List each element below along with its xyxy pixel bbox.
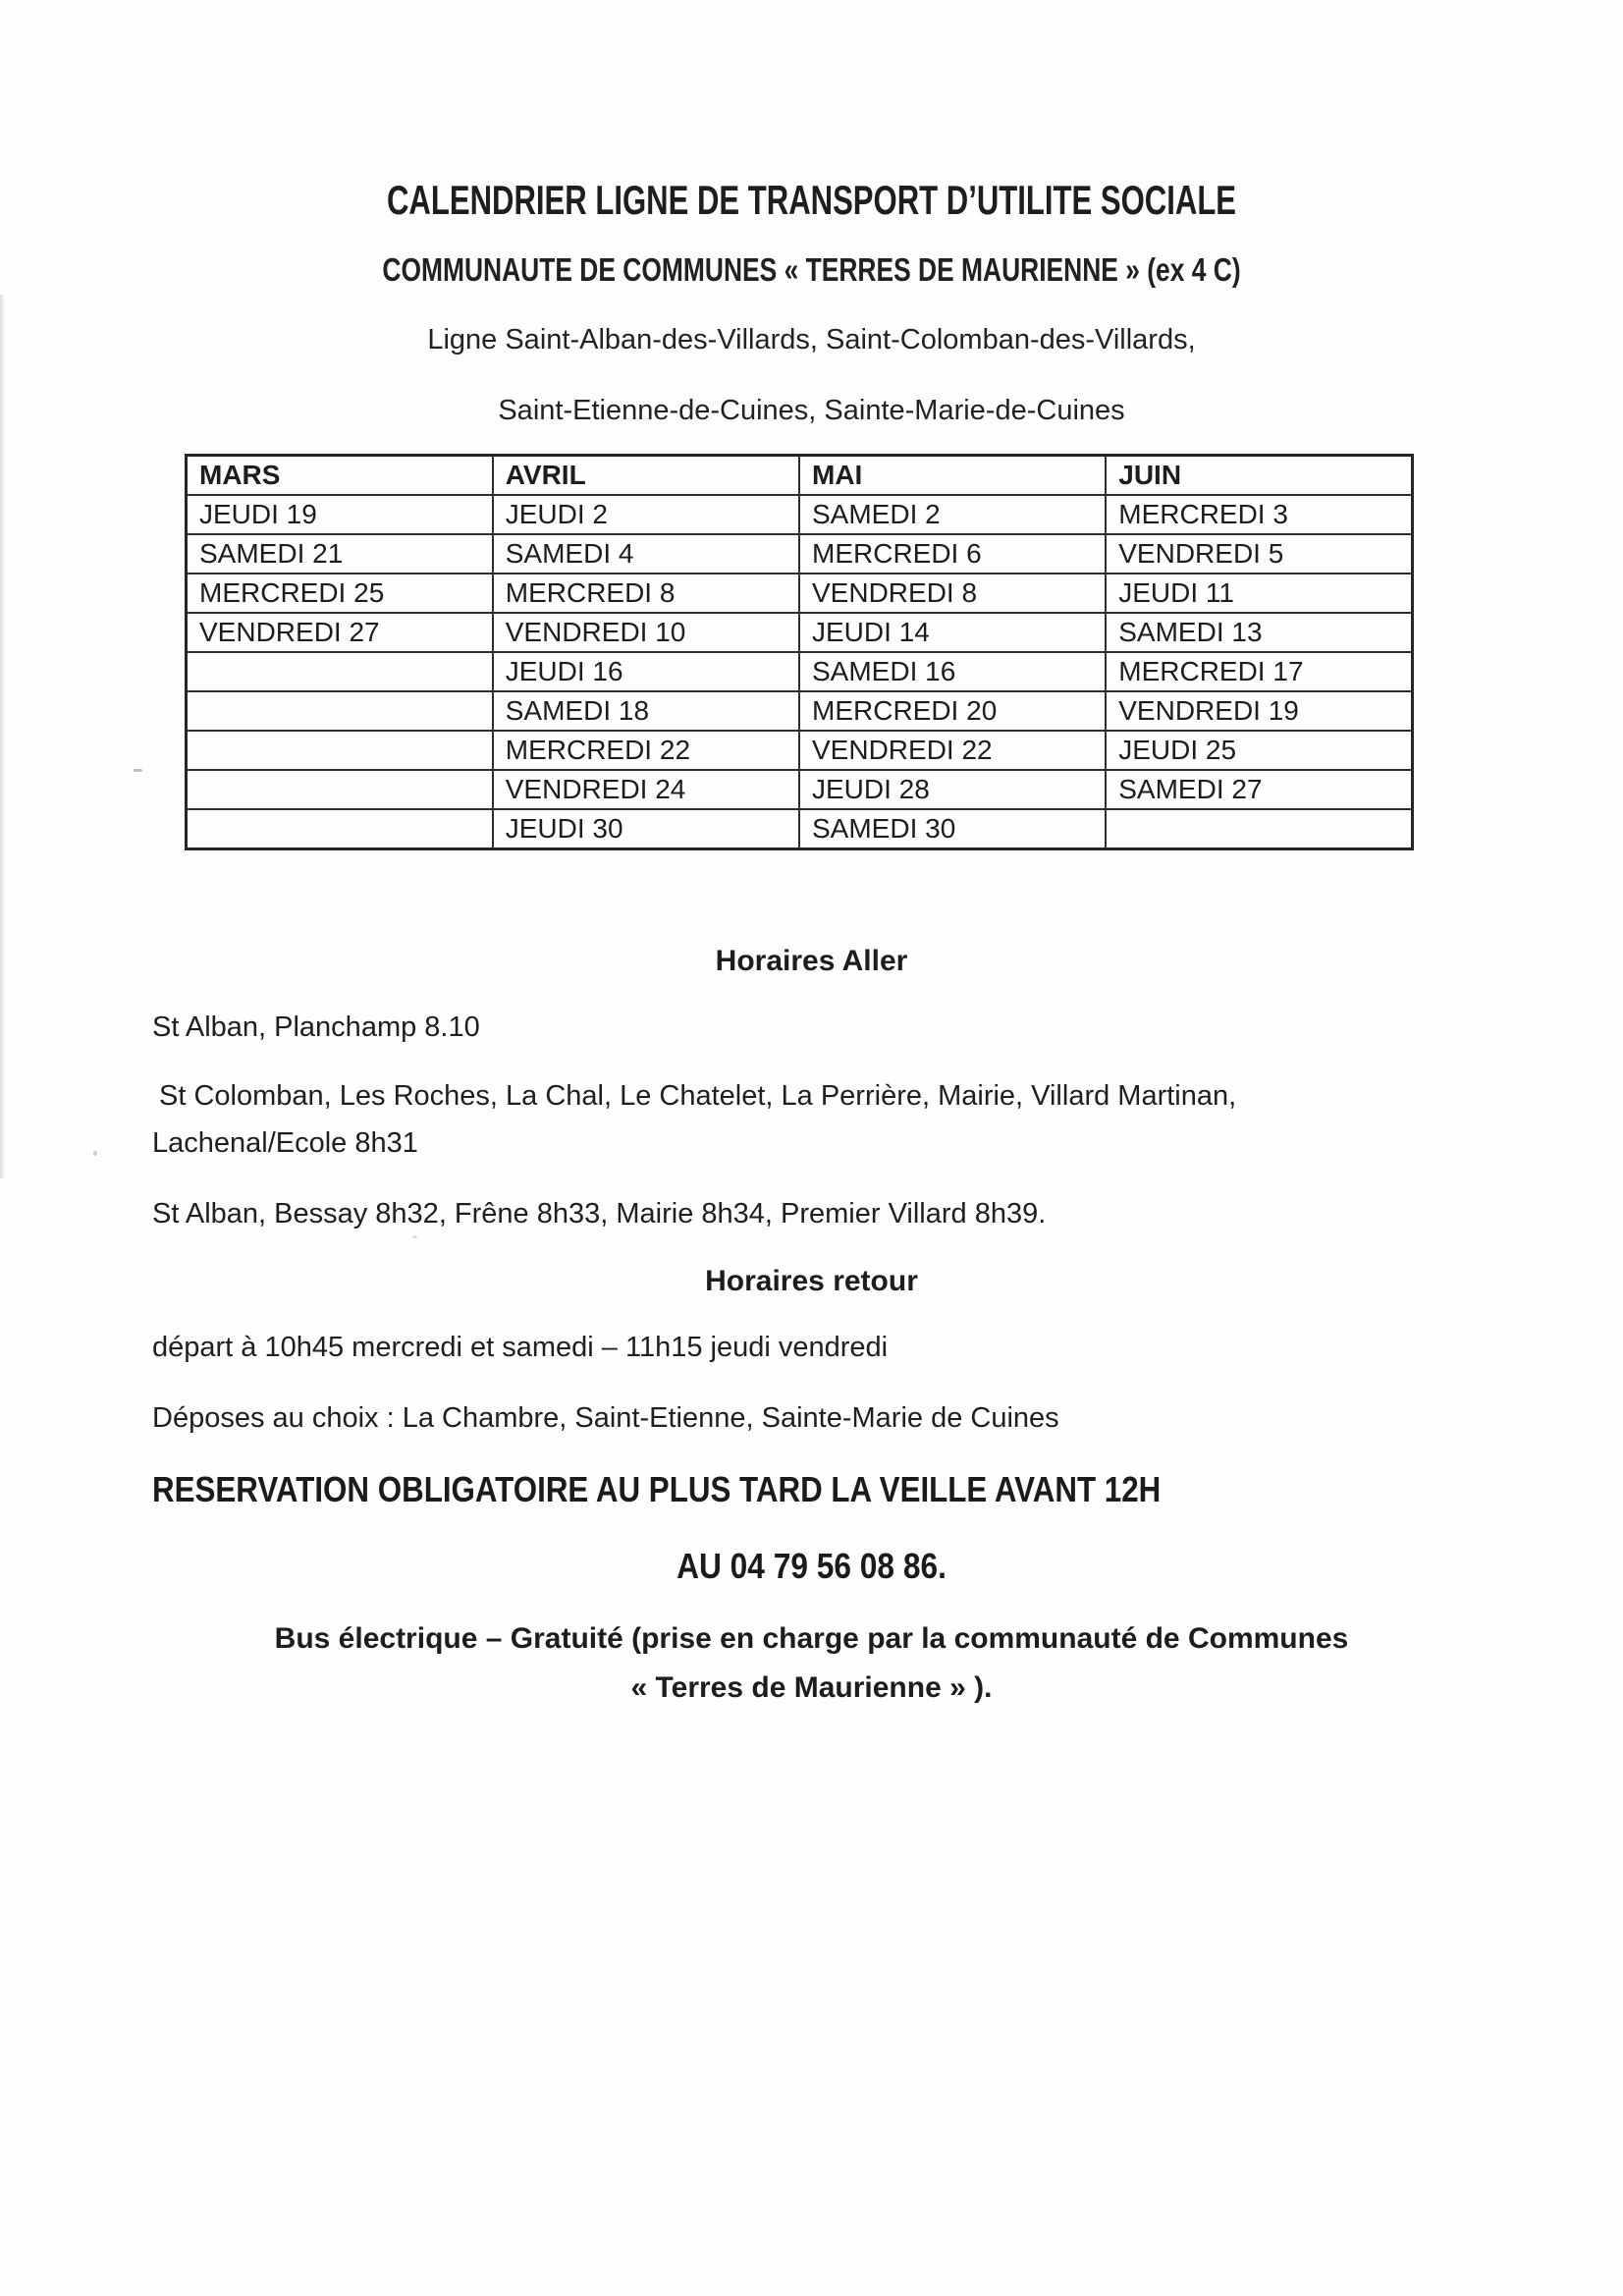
route-line-2: Saint-Etienne-de-Cuines, Sainte-Marie-de-Cuines <box>498 395 1125 426</box>
bus-info-line-2: « Terres de Maurienne » ). <box>630 1671 993 1704</box>
table-row <box>187 613 1413 652</box>
calendar-cell: SAMEDI 2 <box>799 495 1106 534</box>
calendar-cell: JEUDI 11 <box>1106 574 1412 613</box>
calendar-cell: SAMEDI 27 <box>1106 770 1412 809</box>
calendar-cell <box>187 652 493 691</box>
scan-edge-shadow <box>0 295 5 1178</box>
calendar-cell <box>1106 809 1412 849</box>
table-row <box>187 691 1413 731</box>
horaires-retour-heading: Horaires retour <box>705 1265 918 1297</box>
calendar-cell: SAMEDI 21 <box>187 534 493 574</box>
calendar-cell: JEUDI 30 <box>493 809 799 849</box>
calendar-cell: JEUDI 28 <box>799 770 1106 809</box>
table-row <box>187 809 1413 849</box>
bus-info-line-1: Bus électrique – Gratuité (prise en charge par la communauté de Communes <box>274 1622 1349 1655</box>
calendar-cell: VENDREDI 8 <box>799 574 1106 613</box>
calendar-cell: JEUDI 19 <box>187 495 493 534</box>
aller-line-planchamp: St Alban, Planchamp 8.10 <box>152 1011 480 1043</box>
table-row <box>187 495 1413 534</box>
calendar-cell: SAMEDI 30 <box>799 809 1106 849</box>
calendar-cell: MERCREDI 6 <box>799 534 1106 574</box>
doc-title: CALENDRIER LIGNE DE TRANSPORT D’UTILITE SOCIALE <box>386 177 1237 223</box>
route-line-1: Ligne Saint-Alban-des-Villards, Saint-Colomban-des-Villards, <box>427 324 1196 355</box>
table-row <box>187 574 1413 613</box>
scan-speck <box>93 1151 97 1156</box>
calendar-cell: SAMEDI 16 <box>799 652 1106 691</box>
calendar-cell: SAMEDI 13 <box>1106 613 1412 652</box>
calendar-cell: SAMEDI 18 <box>493 691 799 731</box>
calendar-cell: MERCREDI 25 <box>187 574 493 613</box>
table-row <box>187 731 1413 770</box>
calendar-cell: VENDREDI 27 <box>187 613 493 652</box>
calendar-cell: VENDREDI 19 <box>1106 691 1412 731</box>
calendar-cell: VENDREDI 24 <box>493 770 799 809</box>
calendar-cell: MERCREDI 22 <box>493 731 799 770</box>
calendar-cell: SAMEDI 4 <box>493 534 799 574</box>
calendar-cell: MERCREDI 8 <box>493 574 799 613</box>
aller-line-colomban: St Colomban, Les Roches, La Chal, Le Chatelet, La Perrière, Mairie, Villard Martinan, <box>159 1080 1237 1112</box>
retour-line-deposes: Déposes au choix : La Chambre, Saint-Etienne, Sainte-Marie de Cuines <box>152 1402 1059 1434</box>
column-header-juin: JUIN <box>1106 456 1412 496</box>
table-row <box>187 652 1413 691</box>
phone-number: AU 04 79 56 08 86. <box>676 1546 947 1586</box>
calendar-cell: JEUDI 16 <box>493 652 799 691</box>
table-row <box>187 534 1413 574</box>
calendar-header-row <box>187 456 1413 496</box>
calendar-cell <box>187 809 493 849</box>
calendar-cell: MERCREDI 20 <box>799 691 1106 731</box>
calendar-cell: VENDREDI 22 <box>799 731 1106 770</box>
retour-line-depart: départ à 10h45 mercredi et samedi – 11h15 jeudi vendredi <box>152 1332 889 1363</box>
aller-line-lachenal: Lachenal/Ecole 8h31 <box>152 1127 418 1159</box>
calendar-cell <box>187 691 493 731</box>
column-header-mai: MAI <box>799 456 1106 496</box>
aller-line-bessay: St Alban, Bessay 8h32, Frêne 8h33, Mairie 8h34, Premier Villard 8h39. <box>152 1198 1047 1230</box>
horaires-aller-heading: Horaires Aller <box>715 945 908 977</box>
calendar-cell: MERCREDI 3 <box>1106 495 1412 534</box>
scan-speck <box>134 769 142 772</box>
table-row <box>187 770 1413 809</box>
scan-speck <box>412 1235 417 1238</box>
calendar-cell: JEUDI 14 <box>799 613 1106 652</box>
calendar-cell: VENDREDI 5 <box>1106 534 1412 574</box>
calendar-table <box>185 454 1414 850</box>
column-header-avril: AVRIL <box>493 456 799 496</box>
calendar-cell: JEUDI 25 <box>1106 731 1412 770</box>
calendar-cell: VENDREDI 10 <box>493 613 799 652</box>
column-header-mars: MARS <box>187 456 493 496</box>
calendar-cell: JEUDI 2 <box>493 495 799 534</box>
calendar-cell: MERCREDI 17 <box>1106 652 1412 691</box>
calendar-cell <box>187 770 493 809</box>
reservation-notice: RESERVATION OBLIGATOIRE AU PLUS TARD LA VEILLE AVANT 12H <box>152 1469 1162 1509</box>
calendar-cell <box>187 731 493 770</box>
doc-subtitle: COMMUNAUTE DE COMMUNES « TERRES DE MAURIENNE » (ex 4 C) <box>382 251 1241 288</box>
